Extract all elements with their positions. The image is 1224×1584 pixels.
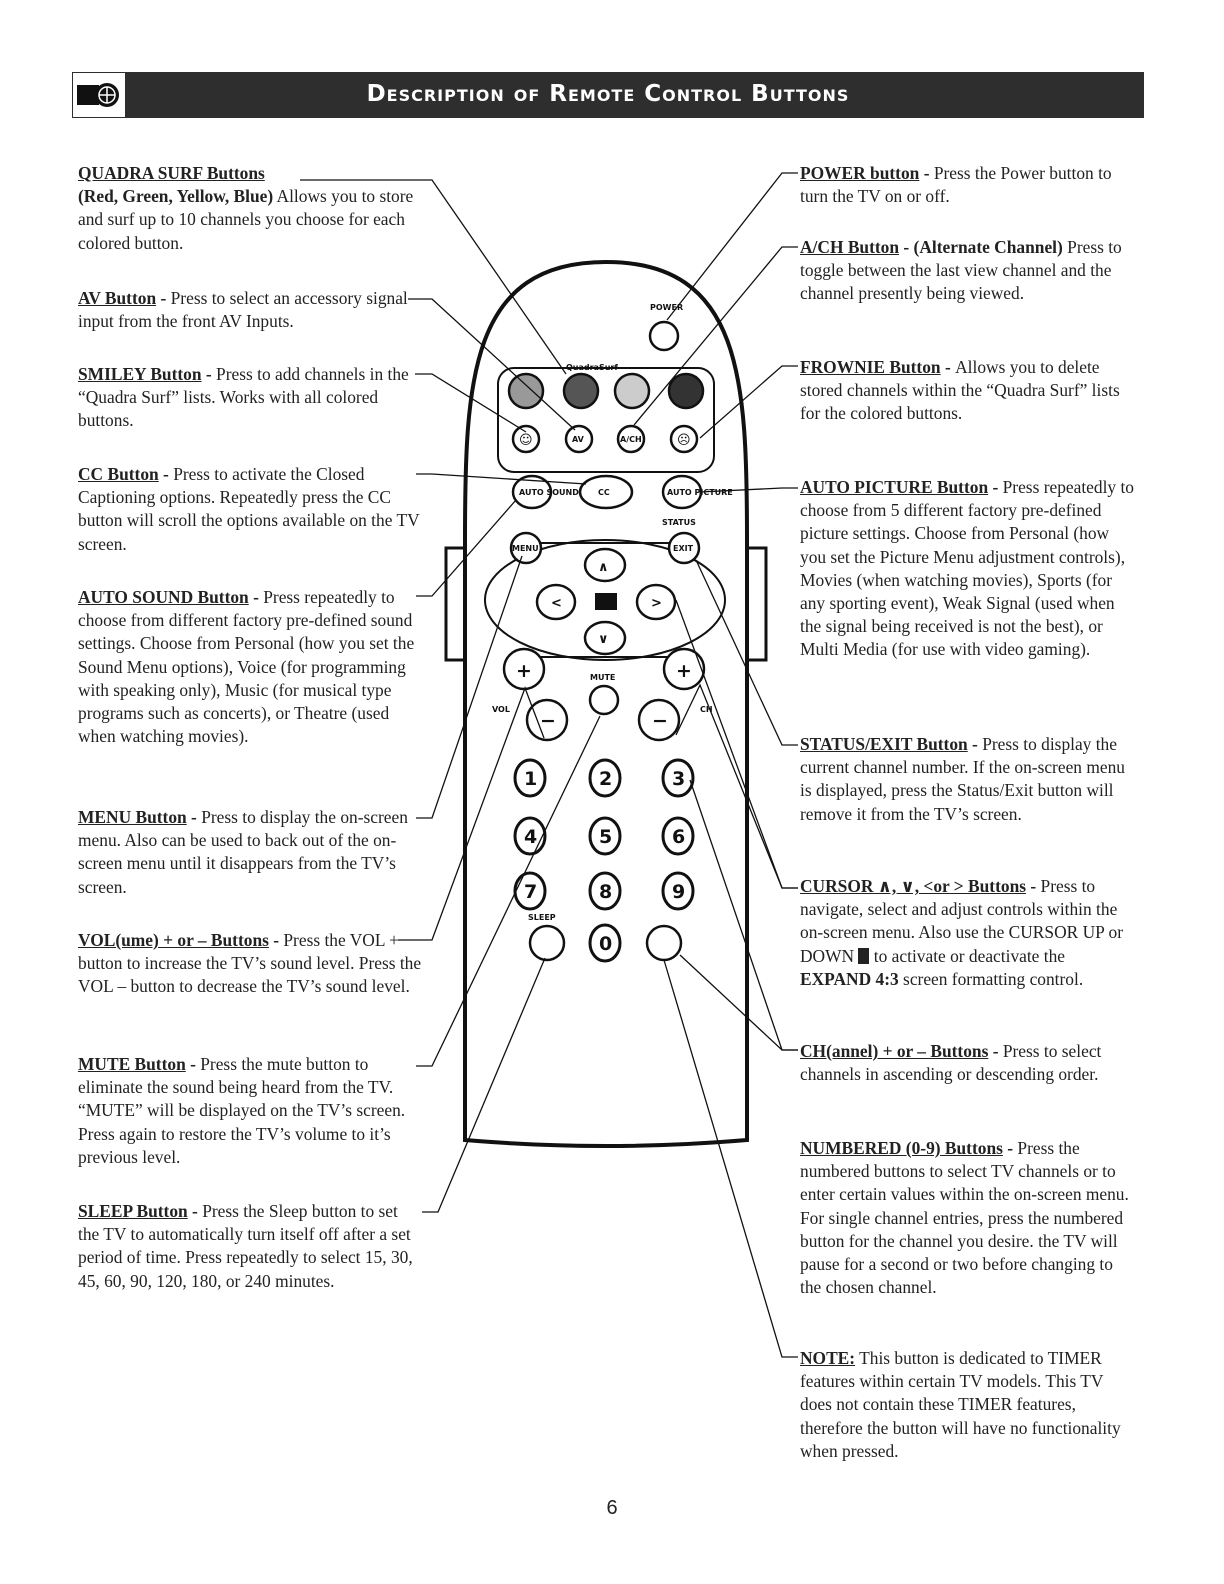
separator: - <box>899 237 914 257</box>
quadra-surf-text: Allows you to store and surf up to 10 channels you choose for each colored button. <box>78 186 414 253</box>
separator: - <box>988 477 1003 497</box>
ach-subtitle: (Alternate Channel) <box>913 237 1063 257</box>
chevron-left-icon: < <box>551 596 562 611</box>
vol-minus-icon: − <box>540 710 556 732</box>
separator: - <box>187 1201 203 1221</box>
power-description <box>800 162 1134 208</box>
digit-4: 4 <box>524 826 538 848</box>
smiley-term: SMILEY Button <box>78 364 202 384</box>
mute-button[interactable] <box>590 686 618 714</box>
av-term: AV Button <box>78 288 157 308</box>
timer-button[interactable] <box>647 926 681 960</box>
channel-term: CH(annel) + or – Buttons <box>800 1041 989 1061</box>
sleep-text: Press the Sleep button to set the TV to automatically turn itself off after a set period of time. Press repeatedly to select 15, 30, 45, 60, 90, 120, 180, or 240 minutes. <box>78 1201 413 1291</box>
separator: - <box>1002 1138 1018 1158</box>
separator: - <box>1026 876 1041 896</box>
expand-icon <box>595 593 617 610</box>
yellow-button[interactable] <box>615 374 649 408</box>
digit-9: 9 <box>672 881 686 903</box>
av-text: Press to select an accessory signal input from the front AV Inputs. <box>78 288 408 332</box>
menu-text: Press to display the on-screen menu. Also can be used to back out of the on-screen menu until it disappears from the TV’s screen. <box>78 807 408 897</box>
status-exit-text: Press to display the current channel number. If the on-screen menu is displayed, press the Status/Exit button will remove it from the TV’s screen. <box>800 734 1125 824</box>
blue-button[interactable] <box>669 374 703 408</box>
auto-sound-label: AUTO SOUND <box>519 488 579 497</box>
frownie-description <box>800 356 1134 426</box>
cc-term: CC Button <box>78 464 159 484</box>
separator: - <box>268 930 284 950</box>
power-term: POWER button <box>800 163 920 183</box>
digit-5: 5 <box>599 826 613 848</box>
power-button[interactable] <box>650 322 678 350</box>
vol-label: VOL <box>492 705 510 714</box>
digit-3: 3 <box>672 768 686 790</box>
separator: - <box>185 1054 201 1074</box>
mute-description <box>78 1053 423 1169</box>
numbered-text: Press the numbered buttons to select TV channels or to enter certain values within the on-screen menu. For single channel entries, press the numbered button for the channel you desire. the TV will pause for a second or two before changing to the chosen channel. <box>800 1138 1129 1298</box>
digit-2: 2 <box>599 768 613 790</box>
numbered-term: NUMBERED (0-9) Buttons <box>800 1138 1003 1158</box>
digit-0: 0 <box>599 933 613 955</box>
chevron-up-icon: ∧ <box>598 560 609 575</box>
cc-label: CC <box>598 488 610 497</box>
auto-picture-term: AUTO PICTURE Button <box>800 477 989 497</box>
digit-6: 6 <box>672 826 686 848</box>
sleep-button[interactable] <box>530 926 564 960</box>
power-text: Press the Power button to turn the TV on or off. <box>800 163 1112 207</box>
mute-text: Press the mute button to eliminate the sound being heard from the TV. “MUTE” will be displayed on the TV’s screen. Press again to restore the TV’s volume to it’s previous level. <box>78 1054 406 1167</box>
ach-description <box>800 236 1134 306</box>
cursor-description <box>800 875 1134 991</box>
volume-term: VOL(ume) + or – Buttons <box>78 930 269 950</box>
separator: - <box>158 464 174 484</box>
digit-7: 7 <box>524 881 538 903</box>
auto-picture-label: AUTO PICTURE <box>667 488 733 497</box>
green-button[interactable] <box>564 374 598 408</box>
page-title: Description of Remote Control Buttons <box>366 81 850 107</box>
digit-1: 1 <box>524 768 538 790</box>
ch-plus-icon: + <box>676 660 692 682</box>
menu-description <box>78 806 423 899</box>
auto-sound-description <box>78 586 423 748</box>
red-button[interactable] <box>509 374 543 408</box>
sleep-label: SLEEP <box>528 913 556 922</box>
smiley-description <box>78 363 423 433</box>
volume-text: Press the VOL + button to increase the TV’s sound level. Press the VOL – button to decrease the TV’s sound level. <box>78 930 422 997</box>
chevron-right-icon: > <box>651 596 662 611</box>
av-label: AV <box>572 435 584 444</box>
auto-picture-description <box>800 476 1134 662</box>
leader-lines <box>300 173 798 1357</box>
cursor-term: CURSOR ∧, ∨, <or > Buttons <box>800 876 1027 896</box>
cursor-text: Press to navigate, select and adjust controls within the on-screen menu. Also use the CURSOR UP or DOWN <box>800 876 1123 966</box>
ach-label: A/CH <box>620 435 642 444</box>
separator: - <box>186 807 202 827</box>
numbered-description <box>800 1137 1134 1299</box>
auto-sound-text: Press repeatedly to choose from different factory pre-defined sound settings. Choose from Personal (how you set the Sound Menu options), Voice (for programming with speaking only), Music (for musical type programs such as concerts), or Theatre (used when watching movies). <box>78 587 415 747</box>
volume-description <box>78 929 423 999</box>
sleep-description <box>78 1200 423 1293</box>
menu-label: MENU <box>512 544 539 553</box>
expand-icon <box>858 948 869 964</box>
exit-label: EXIT <box>673 544 694 553</box>
channel-description <box>800 1040 1134 1086</box>
ch-label: CH <box>700 705 713 714</box>
channel-text: Press to select channels in ascending or descending order. <box>800 1041 1102 1085</box>
smiley-icon: ☺ <box>519 433 533 448</box>
separator: - <box>988 1041 1003 1061</box>
separator: - <box>940 357 956 377</box>
quadra-surf-term: QUADRA SURF Buttons <box>78 163 265 183</box>
auto-picture-text: Press repeatedly to choose from 5 different factory pre-defined picture settings. Choose from Personal (how you set the Picture Menu adjustment controls), Movies (when watching movies), Sports (for any sporting event), Weak Signal (used when the signal being received is not the best), or Multi Media (for use with video gaming). <box>800 477 1134 660</box>
quadra-surf-logo: QuadraSurf <box>566 363 618 372</box>
quadra-surf-colors: (Red, Green, Yellow, Blue) <box>78 186 274 207</box>
page-number: 6 <box>606 1497 618 1519</box>
auto-sound-term: AUTO SOUND Button <box>78 587 249 607</box>
frownie-icon: ☹ <box>677 433 691 448</box>
separator: - <box>919 163 934 183</box>
power-label: POWER <box>650 303 684 312</box>
note-description <box>800 1347 1134 1463</box>
cursor-text-3: screen formatting control. <box>898 968 1084 989</box>
status-label: STATUS <box>662 518 696 527</box>
separator: - <box>201 364 217 384</box>
cursor-text-2: to activate or deactivate the <box>869 945 1065 966</box>
separator: - <box>967 734 983 754</box>
sleep-term: SLEEP Button <box>78 1201 188 1221</box>
smiley-text: Press to add channels in the “Quadra Surf” lists. Works with all colored buttons. <box>78 364 409 431</box>
frownie-term: FROWNIE Button <box>800 357 941 377</box>
note-text: This button is dedicated to TIMER features within certain TV models. This TV does not contain these TIMER features, therefore the button will have no functionality when pressed. <box>800 1348 1121 1461</box>
cc-text: Press to activate the Closed Captioning options. Repeatedly press the CC button will scroll the options available on the TV screen. <box>78 464 420 554</box>
status-exit-term: STATUS/EXIT Button <box>800 734 968 754</box>
ch-minus-icon: − <box>652 710 668 732</box>
note-term: NOTE: <box>800 1348 856 1368</box>
frownie-text: Allows you to delete stored channels within the “Quadra Surf” lists for the colored buttons. <box>800 357 1120 424</box>
digit-8: 8 <box>599 881 613 903</box>
mute-term: MUTE Button <box>78 1054 186 1074</box>
ach-text: Press to toggle between the last view channel and the channel presently being viewed. <box>800 237 1122 304</box>
quadra-surf-description <box>78 162 423 255</box>
mute-label: MUTE <box>590 673 616 682</box>
separator: - <box>248 587 264 607</box>
separator: - <box>156 288 171 308</box>
expand-term: EXPAND 4:3 <box>800 968 899 989</box>
av-description <box>78 287 423 333</box>
ach-term: A/CH Button <box>800 237 900 257</box>
cc-description <box>78 463 423 556</box>
status-exit-description <box>800 733 1134 826</box>
vol-plus-icon: + <box>516 660 532 682</box>
menu-term: MENU Button <box>78 807 187 827</box>
chevron-down-icon: ∨ <box>598 632 609 647</box>
